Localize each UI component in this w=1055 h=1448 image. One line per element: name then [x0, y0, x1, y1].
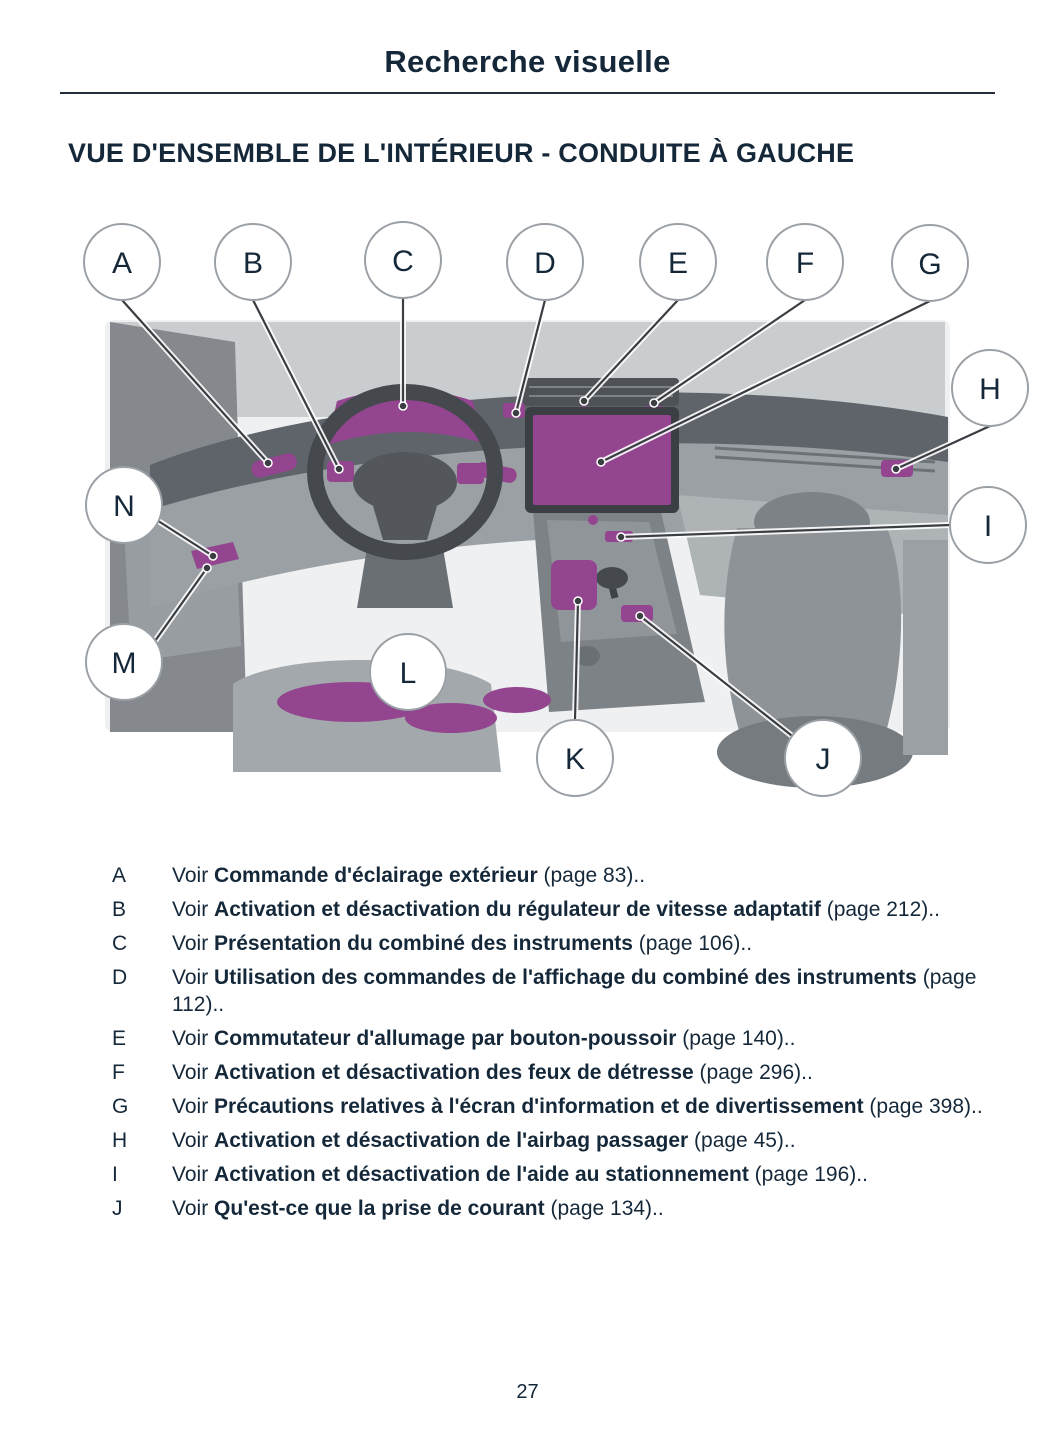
- svg-text:I: I: [983, 510, 993, 543]
- ref-prefix: Voir: [172, 898, 209, 921]
- callout-h: [952, 350, 1028, 426]
- svg-text:C: C: [392, 245, 414, 278]
- ref-page: (page 398)..: [869, 1095, 983, 1118]
- callout-d: [507, 224, 583, 300]
- ref-text: [172, 1195, 664, 1222]
- ref-letter: C: [112, 932, 128, 955]
- callout-i: [950, 487, 1026, 563]
- section-title: VUE D'ENSEMBLE DE L'INTÉRIEUR - CONDUITE À GAUCHE: [68, 138, 855, 168]
- svg-text:J: J: [815, 743, 831, 776]
- callout-l: [370, 634, 446, 710]
- svg-text:L: L: [399, 657, 417, 690]
- ref-page: (page 296)..: [699, 1061, 813, 1084]
- ref-text: [172, 1093, 983, 1120]
- page-title: Recherche visuelle: [384, 44, 671, 79]
- gear-shifter: [596, 567, 628, 589]
- ref-item-b: [112, 896, 994, 923]
- ref-item-f: [112, 1059, 994, 1086]
- ref-item-h: [112, 1127, 994, 1154]
- callout-e: [640, 224, 716, 300]
- ref-item-j: [112, 1195, 994, 1222]
- ref-prefix: Voir: [172, 1061, 209, 1084]
- ref-item-g: [112, 1093, 994, 1120]
- ref-letter: H: [112, 1129, 128, 1152]
- svg-text:K: K: [564, 743, 586, 776]
- svg-text:G: G: [918, 248, 942, 281]
- svg-text:N: N: [113, 490, 135, 523]
- ref-item-a: [112, 862, 994, 889]
- ref-text: [172, 930, 752, 957]
- callout-f: [767, 224, 843, 300]
- ref-item-e: [112, 1025, 994, 1052]
- ref-prefix: Voir: [172, 1163, 209, 1186]
- ref-link[interactable]: Utilisation des commandes de l'affichage du combiné des instruments: [214, 966, 917, 989]
- svg-text:A: A: [111, 247, 133, 280]
- ref-link[interactable]: Présentation du combiné des instruments: [214, 932, 633, 955]
- svg-text:M: M: [111, 647, 137, 680]
- ref-letter: A: [112, 864, 127, 887]
- header-divider: [60, 92, 995, 94]
- page-number: 27: [516, 1381, 539, 1403]
- callout-g: [892, 225, 968, 301]
- ref-letter: E: [112, 1027, 127, 1050]
- ref-link[interactable]: Commutateur d'allumage par bouton-poussoir: [214, 1027, 677, 1050]
- ref-page: (page 212)..: [826, 898, 940, 921]
- ref-prefix: Voir: [172, 932, 209, 955]
- callout-b: [215, 224, 291, 300]
- interior-overview-diagram: [55, 210, 1040, 810]
- ref-link[interactable]: Précautions relatives à l'écran d'information et de divertissement: [214, 1095, 864, 1118]
- ref-page: (page 45)..: [694, 1129, 796, 1152]
- ref-page: (page 106)..: [638, 932, 753, 955]
- svg-text:E: E: [667, 247, 689, 280]
- interior-diagram-svg: [55, 210, 1040, 810]
- callout-a: [84, 224, 160, 300]
- ref-prefix: Voir: [172, 864, 209, 887]
- ref-page: (page 196)..: [754, 1163, 868, 1186]
- ref-prefix: Voir: [172, 966, 209, 989]
- callout-n: [86, 467, 162, 543]
- svg-text:B: B: [242, 247, 264, 280]
- ref-prefix: Voir: [172, 1027, 209, 1050]
- ref-letter: G: [112, 1095, 129, 1118]
- ref-item-i: [112, 1161, 994, 1188]
- ref-text: [172, 964, 994, 1018]
- dashboard-illustration: [105, 320, 950, 788]
- ref-page: (page 83)..: [543, 864, 646, 887]
- ref-page: (page 112)..: [172, 966, 977, 1016]
- svg-text:F: F: [795, 247, 815, 280]
- ref-link[interactable]: Activation et désactivation de l'airbag passager: [214, 1129, 689, 1152]
- ref-item-d: [112, 964, 994, 1018]
- ref-text: [172, 896, 940, 923]
- ref-page: (page 134)..: [550, 1197, 664, 1220]
- ref-page: (page 140)..: [682, 1027, 796, 1050]
- ref-link[interactable]: Activation et désactivation de l'aide au stationnement: [214, 1163, 749, 1186]
- ref-text: [172, 1059, 813, 1086]
- callout-j: [785, 720, 861, 796]
- callout-m: [86, 624, 162, 700]
- ref-link[interactable]: Qu'est-ce que la prise de courant: [214, 1197, 545, 1220]
- ref-item-c: [112, 930, 994, 957]
- callout-c: [365, 222, 441, 298]
- callout-k: [537, 720, 613, 796]
- ref-letter: D: [112, 966, 128, 989]
- ref-letter: I: [112, 1163, 118, 1186]
- ref-text: [172, 862, 645, 889]
- ref-prefix: Voir: [172, 1095, 209, 1118]
- ref-link[interactable]: Commande d'éclairage extérieur: [214, 864, 538, 887]
- svg-text:D: D: [534, 247, 556, 280]
- ref-letter: B: [112, 898, 127, 921]
- ref-prefix: Voir: [172, 1129, 209, 1152]
- reference-list: [112, 862, 994, 1229]
- ref-letter: J: [112, 1197, 123, 1220]
- ref-link[interactable]: Activation et désactivation du régulateur de vitesse adaptatif: [214, 898, 821, 921]
- ref-prefix: Voir: [172, 1197, 209, 1220]
- ref-text: [172, 1161, 868, 1188]
- ref-link[interactable]: Activation et désactivation des feux de détresse: [214, 1061, 694, 1084]
- ref-text: [172, 1025, 795, 1052]
- ref-letter: F: [112, 1061, 125, 1084]
- ref-text: [172, 1127, 796, 1154]
- svg-text:H: H: [979, 373, 1001, 406]
